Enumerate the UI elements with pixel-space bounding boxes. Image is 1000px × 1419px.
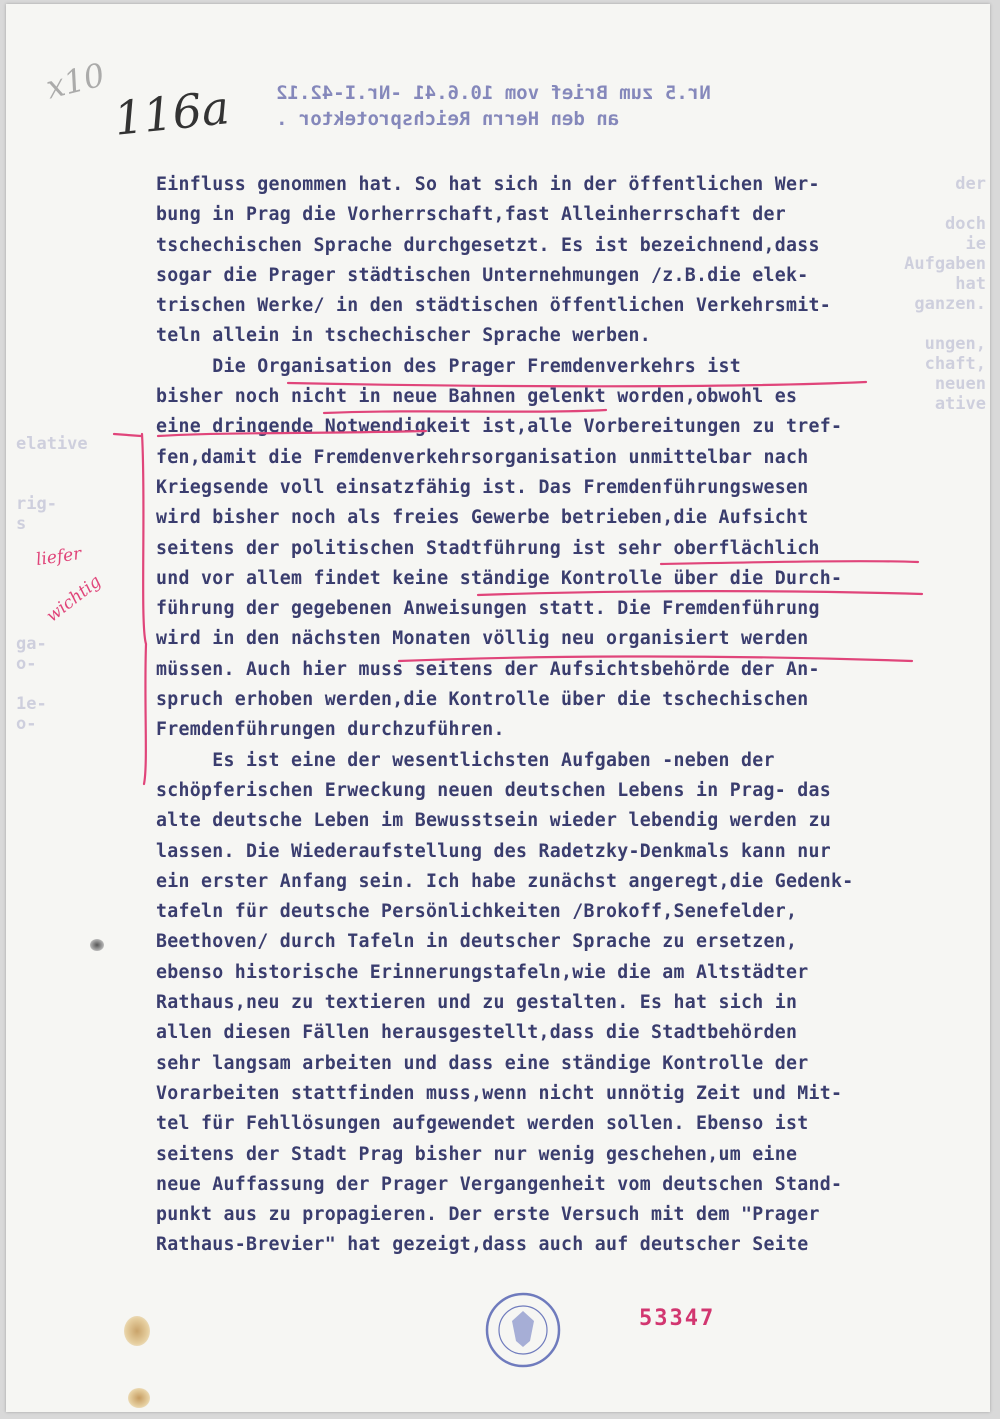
- body-line: führung der gegebenen Anweisungen statt. Die Fremdenführung: [156, 598, 820, 620]
- body-line: Kriegsende voll einsatzfähig ist. Das Fremdenführungswesen: [156, 476, 809, 498]
- body-line: Vorarbeiten stattfinden muss,wenn nicht unnötig Zeit und Mit-: [156, 1082, 843, 1104]
- body-line: alte deutsche Leben im Bewusstsein wieder lebendig werden zu: [156, 810, 831, 832]
- body-line: Beethoven/ durch Tafeln in deutscher Sprache zu ersetzen,: [156, 931, 798, 953]
- body-line: tschechischen Sprache durchgesetzt. Es ist bezeichnend,dass: [156, 234, 820, 256]
- mirrored-header: [276, 80, 816, 132]
- body-line: allen diesen Fällen herausgestellt,dass die Stadtbehörden: [156, 1022, 798, 1044]
- body-line: Es ist eine der wesentlichsten Aufgaben -neben der: [156, 749, 775, 771]
- body-line: tafeln für deutsche Persönlichkeiten /Brokoff,Senefelder,: [156, 901, 798, 923]
- document-page: [6, 4, 990, 1412]
- body-line: Die Organisation des Prager Fremdenverkehrs ist: [156, 355, 741, 377]
- body-line: lassen. Die Wiederaufstellung des Radetzky-Denkmals kann nur: [156, 840, 831, 862]
- body-line: spruch erhoben werden,die Kontrolle über die tschechischen: [156, 689, 809, 711]
- body-line: Einfluss genommen hat. So hat sich in der öffentlichen Wer-: [156, 174, 820, 195]
- body-line: wird bisher noch als freies Gewerbe betrieben,die Aufsicht: [156, 507, 809, 529]
- body-line: seitens der Stadt Prag bisher nur wenig geschehen,um eine: [156, 1143, 798, 1165]
- body-line: ebenso historische Erinnerungstafeln,wie die am Altstädter: [156, 961, 809, 983]
- body-line: fen,damit die Fremdenverkehrsorganisation unmittelbar nach: [156, 446, 809, 468]
- header-line: Nr.5 zum Brief vom 10.6.41 -Nr.I-42.12: [276, 82, 711, 104]
- body-line: tel für Fehllösungen aufgewendet werden sollen. Ebenso ist: [156, 1113, 809, 1135]
- body-line: müssen. Auch hier muss seitens der Aufsichtsbehörde der An-: [156, 658, 820, 680]
- body-line: trischen Werke/ in den städtischen öffentlichen Verkehrsmit-: [156, 295, 831, 317]
- body-line: bisher noch nicht in neue Bahnen gelenkt worden,obwohl es: [156, 386, 798, 408]
- body-line: und vor allem findet keine ständige Kontrolle über die Durch-: [156, 567, 843, 589]
- archive-stamp: [484, 1291, 562, 1369]
- rust-stain: [124, 1316, 150, 1346]
- handwritten-page-number: 116a: [111, 80, 232, 146]
- body-line: Fremdenführungen durchzuführen.: [156, 719, 505, 741]
- serial-number: 53347: [639, 1306, 716, 1331]
- body-line: wird in den nächsten Monaten völlig neu organisiert werden: [156, 628, 809, 650]
- body-line: eine dringende Notwendigkeit ist,alle Vorbereitungen zu tref-: [156, 416, 843, 438]
- body-line: ein erster Anfang sein. Ich habe zunächst angeregt,die Gedenk-: [156, 870, 854, 892]
- bleed-through-left: elative rig- s ga- o- 1e- o-: [16, 434, 88, 734]
- body-line: schöpferischen Erweckung neuen deutschen Lebens in Prag- das: [156, 779, 831, 801]
- body-line: teln allein in tschechischer Sprache werben.: [156, 325, 651, 347]
- body-line: Rathaus,neu zu textieren und zu gestalten. Es hat sich in: [156, 992, 798, 1014]
- ink-blot: [90, 939, 104, 951]
- body-line: sogar die Prager städtischen Unternehmungen /z.B.die elek-: [156, 264, 809, 286]
- body-line: punkt aus zu propagieren. Der erste Versuch mit dem "Prager: [156, 1204, 820, 1226]
- margin-note: wichtig: [42, 571, 106, 627]
- body-line: seitens der politischen Stadtführung ist sehr oberflächlich: [156, 537, 820, 559]
- margin-note: liefer: [34, 543, 83, 571]
- body-line: Rathaus-Brevier" hat gezeigt,dass auch auf deutscher Seite: [156, 1234, 809, 1256]
- rust-stain: [128, 1388, 150, 1408]
- pencil-mark: x10: [42, 55, 109, 107]
- typewritten-body: [156, 170, 936, 1261]
- body-line: bung in Prag die Vorherrschaft,fast Alleinherrschaft der: [156, 204, 786, 226]
- body-line: neue Auffassung der Prager Vergangenheit vom deutschen Stand-: [156, 1173, 843, 1195]
- body-line: sehr langsam arbeiten und dass eine ständige Kontrolle der: [156, 1052, 809, 1074]
- margin-bracket: [142, 434, 146, 784]
- bleed-through-right: der doch ie Aufgaben hat ganzen. ungen, chaft, neuen ative: [904, 174, 986, 414]
- margin-bracket-tick: [114, 434, 141, 436]
- header-line: an den Herrn Reichsprotektor .: [276, 108, 620, 130]
